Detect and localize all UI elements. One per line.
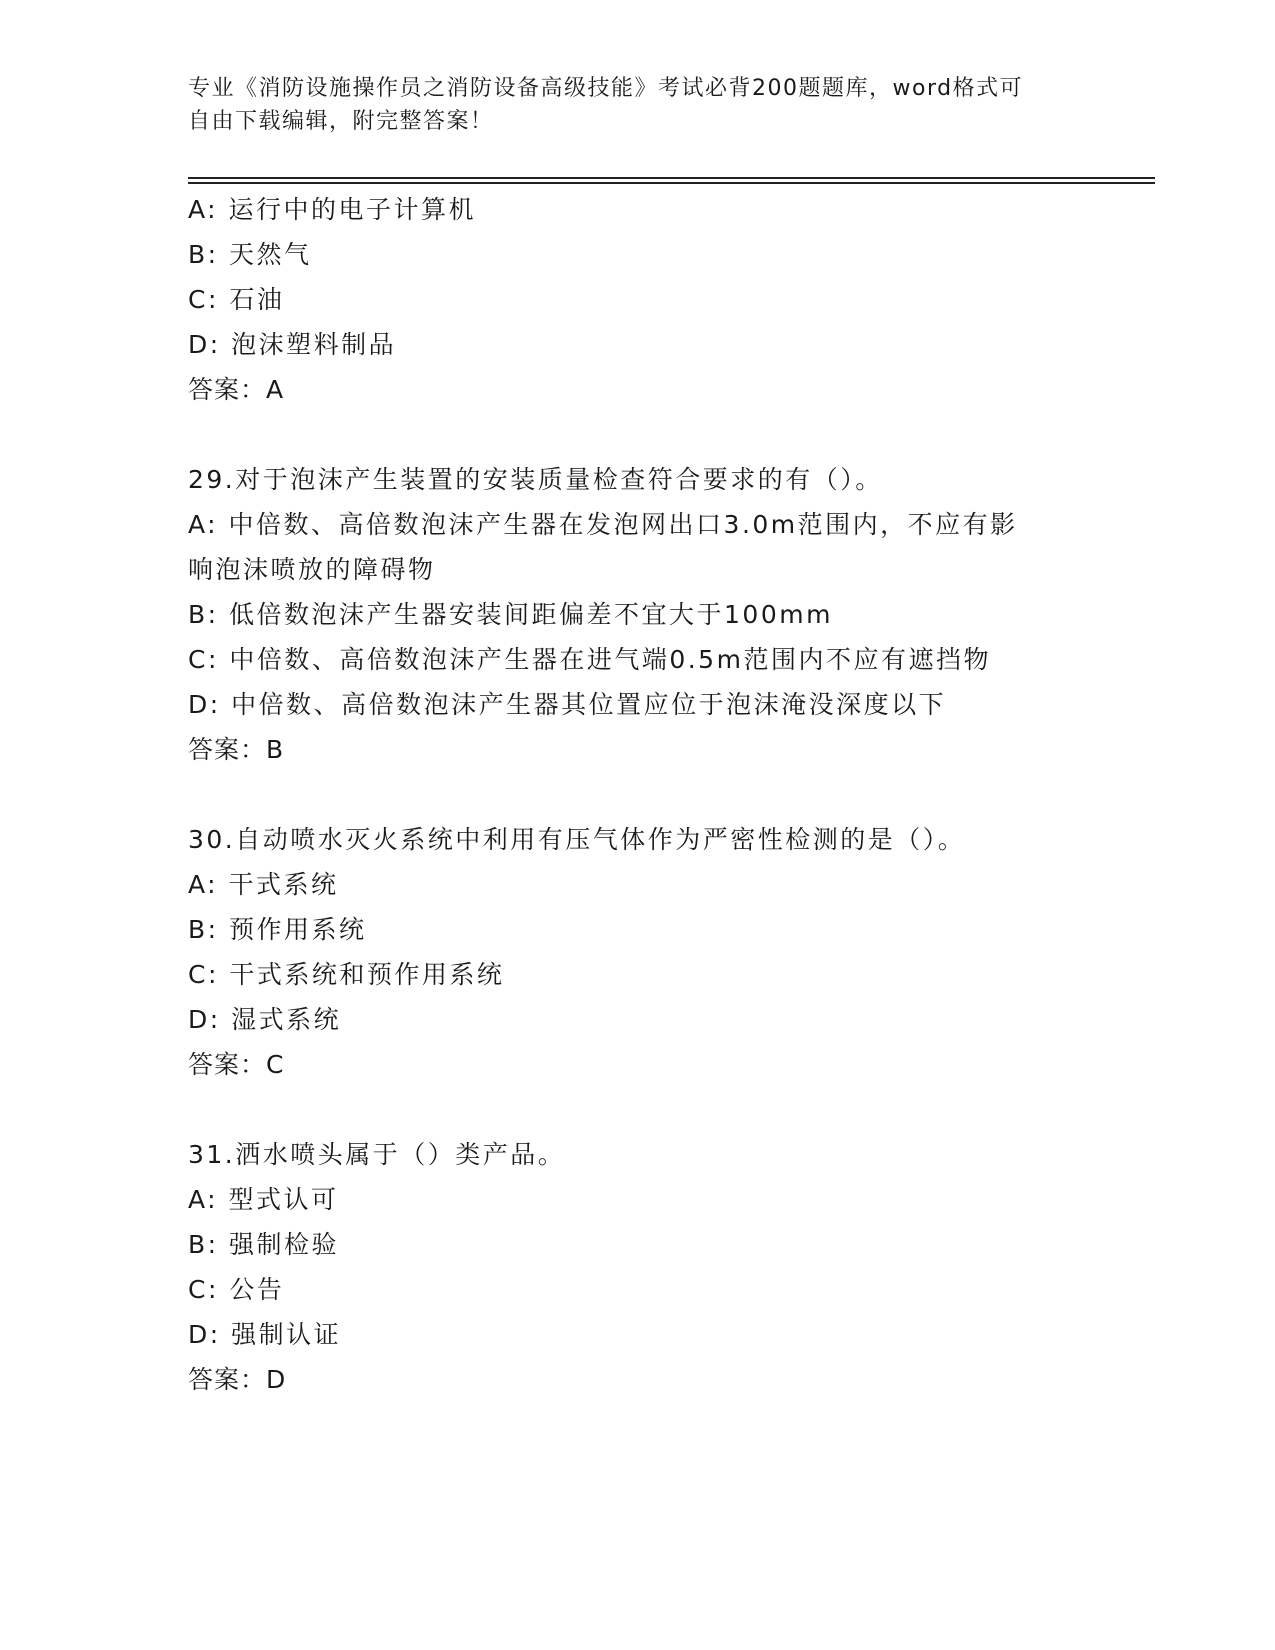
q29-stem: 29.对于泡沫产生装置的安装质量检查符合要求的有（）。	[188, 465, 883, 494]
q31-answer: 答案：D	[188, 1365, 287, 1394]
header-title-line-1: 专业《消防设施操作员之消防设备高级技能》考试必背200题题库，word格式可	[188, 76, 1024, 101]
document-header	[188, 72, 1068, 138]
q30-option-a: A: 干式系统	[188, 870, 339, 899]
q30-option-c: C: 干式系统和预作用系统	[188, 960, 505, 989]
q31-stem: 31.洒水喷头属于（）类产品。	[188, 1140, 566, 1169]
q28-answer: 答案：A	[188, 375, 285, 404]
q28-option-b: B: 天然气	[188, 240, 312, 269]
q30-option-d: D: 湿式系统	[188, 1005, 342, 1034]
q29-option-d: D: 中倍数、高倍数泡沫产生器其位置应位于泡沫淹没深度以下	[188, 690, 947, 719]
q31-option-b: B: 强制检验	[188, 1230, 340, 1259]
q29-option-a-line-2: 响泡沫喷放的障碍物	[188, 555, 436, 584]
header-title-line-2: 自由下载编辑，附完整答案！	[188, 109, 494, 134]
q28-option-c: C: 石油	[188, 285, 285, 314]
q28-option-a: A: 运行中的电子计算机	[188, 195, 477, 224]
header-divider-bottom	[188, 182, 1155, 184]
q30-stem: 30.自动喷水灭火系统中利用有压气体作为严密性检测的是（）。	[188, 825, 966, 854]
q28-option-d: D: 泡沫塑料制品	[188, 330, 397, 359]
q31-option-d: D: 强制认证	[188, 1320, 342, 1349]
header-divider-top	[188, 177, 1155, 179]
q31-option-a: A: 型式认可	[188, 1185, 339, 1214]
q29-answer: 答案：B	[188, 735, 285, 764]
q30-option-b: B: 预作用系统	[188, 915, 367, 944]
q29-option-a-line-1: A: 中倍数、高倍数泡沫产生器在发泡网出口3.0m范围内，不应有影	[188, 510, 1018, 539]
q31-option-c: C: 公告	[188, 1275, 285, 1304]
q29-option-c: C: 中倍数、高倍数泡沫产生器在进气端0.5m范围内不应有遮挡物	[188, 645, 991, 674]
q29-option-b: B: 低倍数泡沫产生器安装间距偏差不宜大于100mm	[188, 600, 833, 629]
q30-answer: 答案：C	[188, 1050, 285, 1079]
